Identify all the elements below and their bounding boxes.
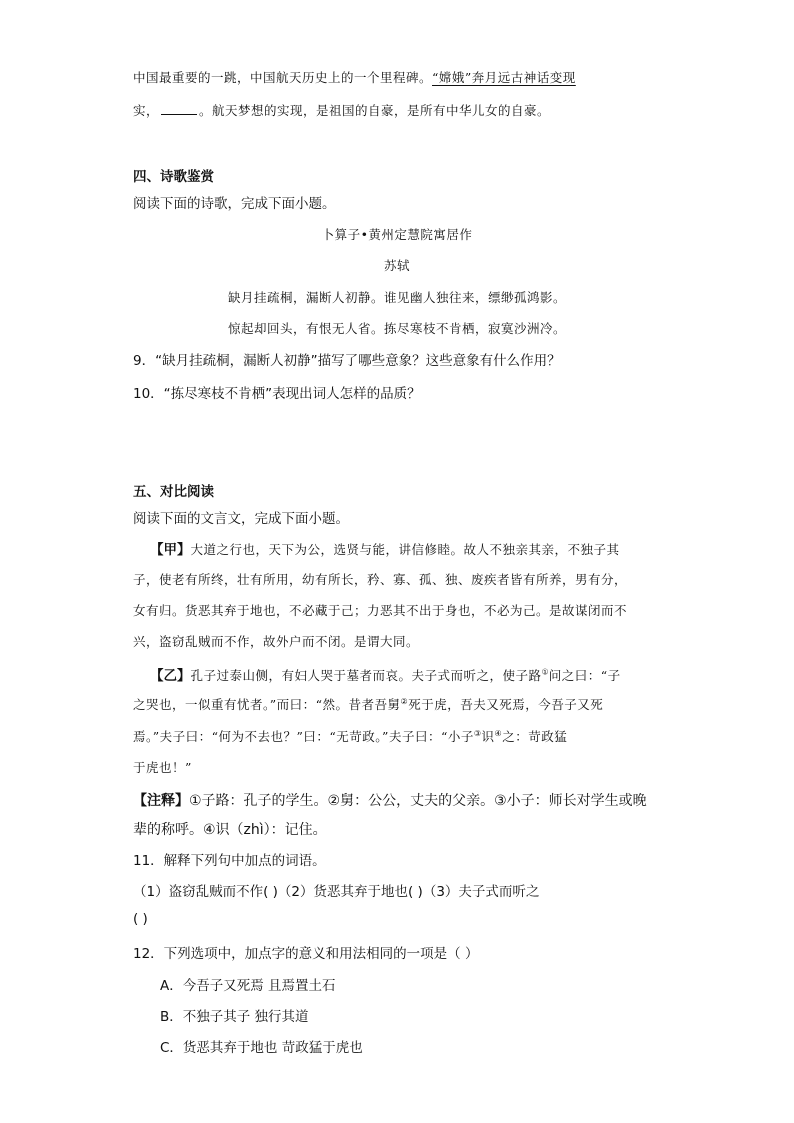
footnote-marker: ③ [473,728,482,738]
section-5-instruction: 阅读下面的文言文，完成下面小题。 [133,511,349,527]
poem-author: 苏轼 [383,258,410,273]
passage-text: 中国最重要的一跳，中国航天历史上的一个里程碑。 [133,70,433,85]
section-4-heading: 四、诗歌鉴赏 [133,169,214,185]
question-9: 9．“缺月挂疏桐，漏断人初静”描写了哪些意象？这些意象有什么作用？ [133,353,561,369]
poem-line-1: 缺月挂疏桐，漏断人初静。谁见幽人独往来，缥缈孤鸿影。 [227,290,566,305]
yi-line-4: 于虎也！” [133,760,192,775]
passage-line-2 [133,101,550,119]
question-10: 10．“拣尽寒枝不肯栖”表现出词人怎样的品质？ [133,386,421,402]
passage-text: 。航天梦想的实现，是祖国的自豪，是所有中华儿女的自豪。 [199,103,551,118]
jia-line-1 [150,538,620,558]
footnote-marker: ② [400,696,409,706]
question-11-tail: ( ) [133,911,148,927]
jia-text: 大道之行也，天下为公，选贤与能，讲信修睦。故人不独亲其亲，不独子其 [190,542,620,557]
notes-line-2: 辈的称呼。④识（zhì）：记住。 [133,822,327,838]
yi-text: 之：苛政猛 [502,729,568,744]
poem-title: 卜算子•黄州定慧院寓居作 [321,227,473,242]
yi-text: 孔子过泰山侧，有妇人哭于墓者而哀。夫子式而听之，使子路 [190,668,542,683]
yi-text: 焉。”夫子曰：“何为不去也？”曰：“无苛政。”夫子曰：“小子 [133,729,474,744]
yi-line-3 [133,727,567,745]
yi-text: 问之曰：“子 [548,668,621,683]
option-c[interactable]: C．货恶其弃于地也 苛政猛于虎也 [160,1040,363,1056]
yi-text: 识 [481,729,495,744]
section-4-instruction: 阅读下面的诗歌，完成下面小题。 [133,196,336,212]
yi-text: 之哭也，一似重有忧者。”而曰：“然。昔者吾舅 [133,697,401,712]
yi-line-2 [133,695,603,713]
question-12: 12．下列选项中，加点字的意义和用法相同的一项是（ ） [133,946,479,962]
notes-text: ①子路：孔子的学生。②舅：公公，丈夫的父亲。③小子：师长对学生或晚 [189,793,647,809]
yi-line-1 [150,664,621,684]
notes-line-1 [133,790,647,810]
jia-label: 【甲】 [150,542,191,558]
yi-label: 【乙】 [150,668,191,684]
section-5-heading: 五、对比阅读 [133,484,214,500]
yi-text: 死于虎，吾夫又死焉，今吾子又死 [408,697,604,712]
notes-label: 【注释】 [133,793,189,809]
poem-line-2: 惊起却回头，有恨无人省。拣尽寒枝不肯栖，寂寞沙洲冷。 [227,321,566,336]
jia-line-4: 兴，盗窃乱贼而不作，故外户而不闭。是谓大同。 [133,634,420,649]
option-a[interactable]: A．今吾子又死焉 且焉置土石 [160,978,336,994]
underlined-phrase: “嫦娥”奔月远古神话变现 [432,70,576,85]
passage-text: 实， [133,103,160,118]
question-11-items: （1）盗窃乱贼而不作( )（2）货恶其弃于地也( )（3）夫子式而听之 [133,884,540,900]
footnote-marker: ④ [494,728,503,738]
jia-line-3: 女有归。货恶其弃于地也，不必藏于己；力恶其不出于身也，不必为己。是故谋闭而不 [133,603,628,618]
fill-blank[interactable] [161,102,197,115]
footnote-marker: ① [541,667,549,677]
passage-line-1 [133,68,576,86]
jia-line-2: 子，使老有所终，壮有所用，幼有所长，矜、寡、孤、独、废疾者皆有所养，男有分， [133,572,628,587]
question-11: 11．解释下列句中加点的词语。 [133,853,326,869]
option-b[interactable]: B．不独子其子 独行其道 [160,1009,309,1025]
